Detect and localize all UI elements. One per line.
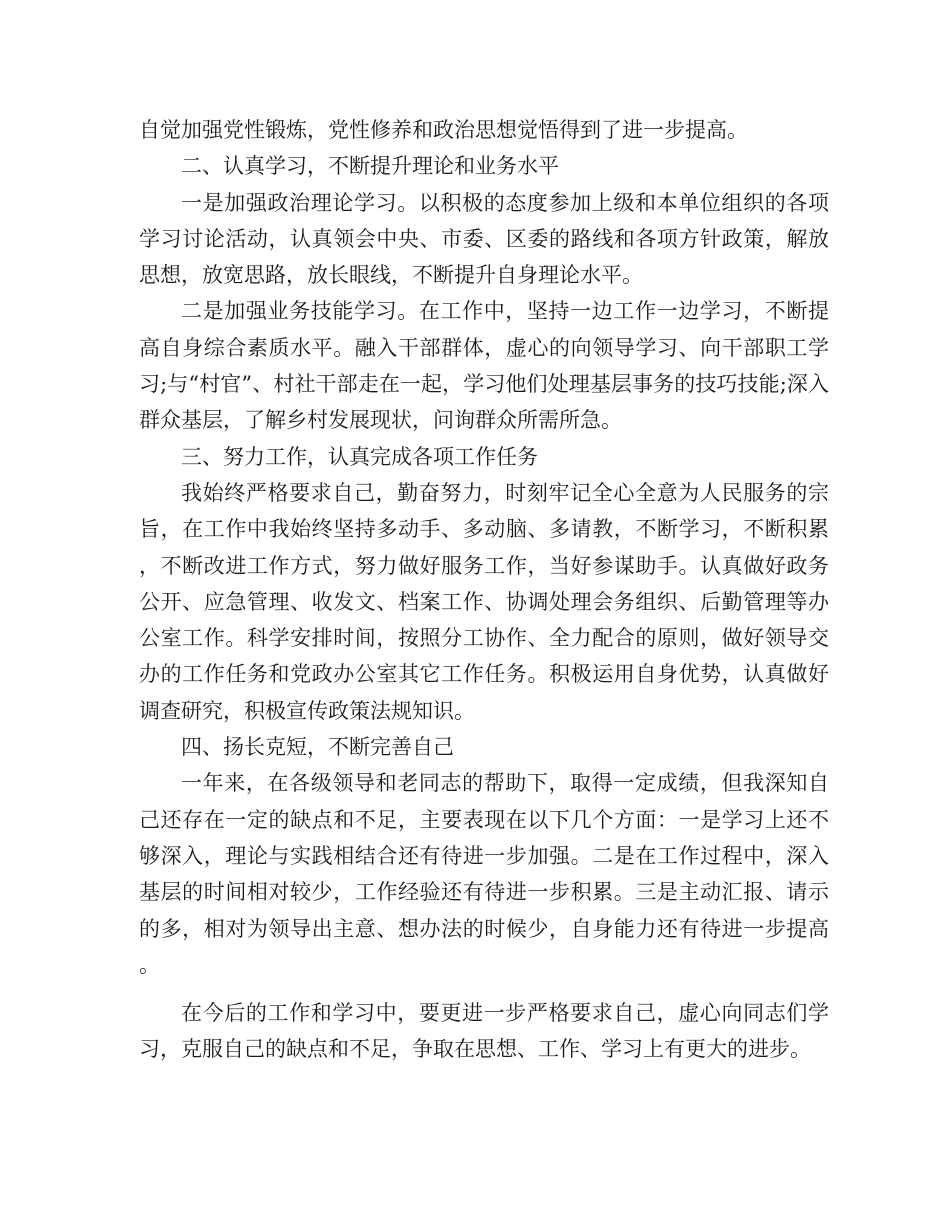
section-heading-2: 二、认真学习，不断提升理论和业务水平 xyxy=(181,154,559,179)
document-body xyxy=(139,112,829,1068)
paragraph-future-plans: 在今后的工作和学习中，要更进一步严格要求自己，虚心向同志们学习，克服自己的缺点和不足，争取在思想、工作、学习上有更大的进步。 xyxy=(139,1001,829,1062)
paragraph-work-tasks: 我始终严格要求自己，勤奋努力，时刻牢记全心全意为人民服务的宗旨，在工作中我始终坚持多动手、多动脑、多请教，不断学习，不断积累，不断改进工作方式，努力做好服务工作，当好参谋助手。认真做好政务公开、应急管理、收发文、档案工作、协调处理会务组织、后勤管理等办公室工作。科学安排时间，按照分工协作、全力配合的原则，做好领导交办的工作任务和党政办公室其它工作任务。积极运用自身优势，认真做好调查研究，积极宣传政策法规知识。 xyxy=(139,480,829,723)
paragraph-business-skills: 二是加强业务技能学习。在工作中，坚持一边工作一边学习，不断提高自身综合素质水平。融入干部群体，虚心的向领导学习、向干部职工学习;与“村官”、村社干部走在一起，学习他们处理基层事务的技巧技能;深入群众基层，了解乡村发展现状，问询群众所需所急。 xyxy=(139,299,829,433)
paragraph-continuation: 自觉加强党性锻炼，党性修养和政治思想觉悟得到了进一步提高。 xyxy=(139,118,748,142)
paragraph-political-theory: 一是加强政治理论学习。以积极的态度参加上级和本单位组织的各项学习讨论活动，认真领会中央、市委、区委的路线和各项方针政策，解放思想，放宽思路，放长眼线，不断提升自身理论水平。 xyxy=(139,190,829,288)
section-heading-3: 三、努力工作，认真完成各项工作任务 xyxy=(181,444,538,469)
paragraph-shortcomings: 一年来，在各级领导和老同志的帮助下，取得一定成绩，但我深知自己还存在一定的缺点和不足，主要表现在以下几个方面：一是学习上还不够深入，理论与实践相结合还有待进一步加强。二是在工作过程中，深入基层的时间相对较少，工作经验还有待进一步积累。三是主动汇报、请示的多，相对为领导出主意、想办法的时候少，自身能力还有待进一步提高。 xyxy=(139,771,829,977)
section-heading-4: 四、扬长克短，不断完善自己 xyxy=(181,735,454,760)
